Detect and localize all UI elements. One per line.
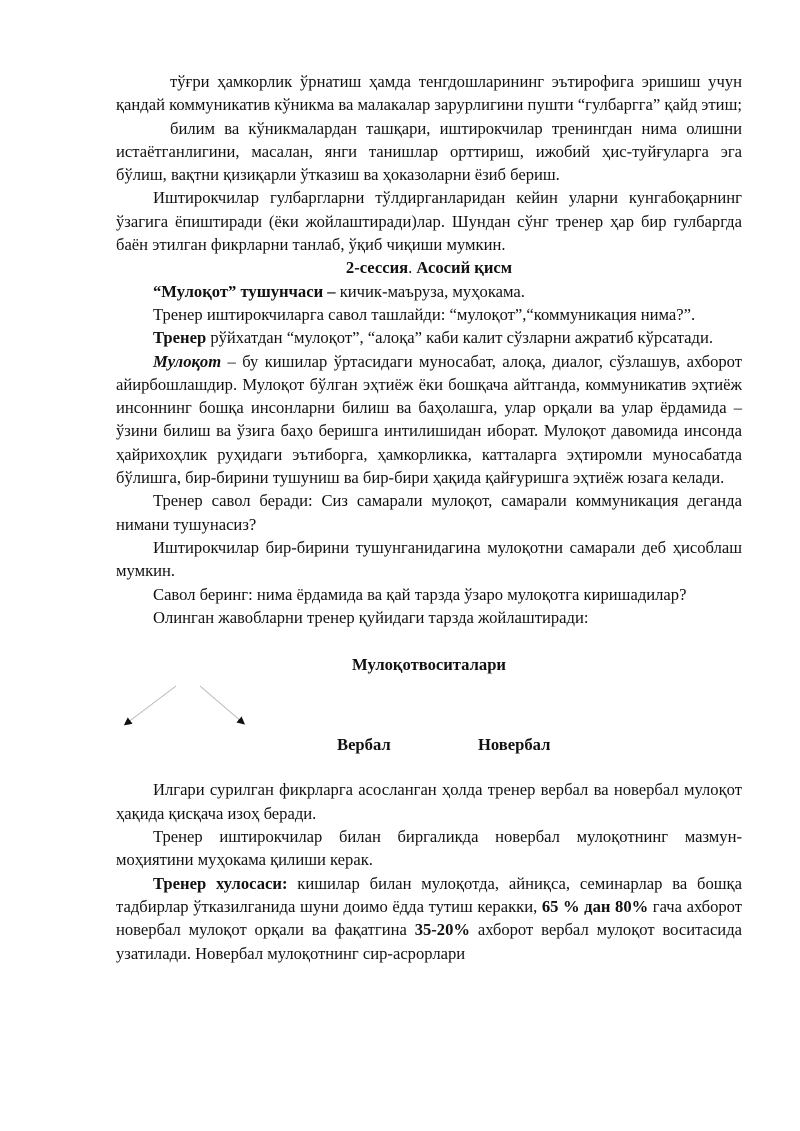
nonverbal-label: Новербал xyxy=(478,735,551,755)
paragraph: Тренер савол беради: Сиз самарали мулоқот, самарали коммуникация деганда нимани тушунасиз? xyxy=(116,491,742,534)
concept-method: кичик-маъруза, муҳокама. xyxy=(335,281,525,301)
definition-text: – бу кишилар ўртасидаги муносабат, алоқа, диалог, сўзлашув, ахборот айирбошлашдир. Мулоқот бўлган эҳтиёж ёки бошқача айтганда, коммуникатив эҳтиёж инсоннинг бошқа инсонларни билиш ва баҳолашга, улар орқали ва улар ёрдамида – ўзини билиш ва ўзига баҳо беришга интилишидан иборат. Мулоқот давомида инсонда ҳайрихоҳлик руҳидаги эътиборга, ҳамкорликка, катталарга эҳтиромли муносабатда бўлишга, бир-бирини тушуниш ва бир-бири ҳақида қайғуришга эҳтиёж юзага келади. xyxy=(116,351,742,488)
trainer-label: Тренер xyxy=(153,328,207,348)
concept-line xyxy=(116,280,742,303)
communication-diagram xyxy=(116,676,742,764)
conclusion-text: кишилар билан мулоқотда, айниқса, семинарлар ва бошқа тадбирлар ўтказилганида шуни доимо ёдда тутиш керакки, xyxy=(116,873,742,916)
diagram-title: Мулоқотвоситалари xyxy=(352,655,506,675)
session-title: Асосий қисм xyxy=(416,258,513,278)
paragraph: Илгари сурилган фикрларга асосланган ҳолда тренер вербал ва новербал мулоқот ҳақида қисқача изоҳ беради. xyxy=(116,780,742,823)
concept-title: “Мулоқот” тушунчаси – xyxy=(153,281,336,301)
conclusion-text: ахборот вербал мулоқот воситасида узатилади. Новербал мулоқотнинг сир-асрорлари xyxy=(116,920,742,963)
paragraph: Олинган жавобларни тренер қуйидаги тарзда жойлаштиради: xyxy=(153,607,589,627)
paragraph-text: рўйхатдан “мулоқот”, “алоқа” каби калит сўзларни ажратиб кўрсатади. xyxy=(206,328,713,348)
paragraph: Иштирокчилар гулбаргларни тўлдирганларидан кейин уларни кунгабоқарнинг ўзагига ёпиштиради (ёки жойлаштиради)лар. Шундан сўнг тренер ҳар бир гулбаргда баён этилган фикрларни танлаб, ўқиб чиқиши мумкин. xyxy=(116,188,742,255)
paragraph: тўғри ҳамкорлик ўрнатиш ҳамда тенгдошларининг эътирофига эришиш учун қандай коммуникатив кўникма ва малакалар зарурлигини пушти “гулбаргга” қайд этиш; xyxy=(116,72,742,115)
percent-range-nonverbal: 65 % дан 80% xyxy=(541,896,649,916)
paragraph: Савол беринг: нима ёрдамида ва қай тарзда ўзаро мулоқотга киришадилар? xyxy=(153,584,687,604)
conclusion-label: Тренер хулосаси: xyxy=(153,873,288,893)
document-page xyxy=(116,70,742,965)
session-number: 2-сессия xyxy=(345,258,409,278)
diagram-arrows xyxy=(116,676,742,764)
percent-range-verbal: 35-20% xyxy=(414,920,470,940)
arrow-right xyxy=(200,686,242,722)
section-heading xyxy=(116,256,742,279)
arrow-left xyxy=(127,686,176,723)
paragraph: Тренер иштирокчилар билан биргаликда новербал мулоқотнинг мазмун-моҳиятини муҳокама қилиши керак. xyxy=(116,827,742,870)
conclusion-text: гача ахборот новербал мулоқот орқали ва фақатгина xyxy=(116,896,743,940)
session-separator: . xyxy=(408,258,417,278)
definition-term: Мулоқот xyxy=(153,351,222,371)
paragraph: Тренер иштирокчиларга савол ташлайди: “мулоқот”,“коммуникация нима?”. xyxy=(153,304,696,324)
paragraph: билим ва кўникмалардан ташқари, иштирокчилар тренингдан нима олишни истаётганлигини, масалан, янги танишлар орттириш, ижобий ҳис-туйғуларга эга бўлиш, вақтни қизиқарли ўтказиш ва ҳоказоларни ёзиб бериш. xyxy=(116,118,742,185)
conclusion-paragraph xyxy=(116,872,742,965)
definition-paragraph xyxy=(116,350,742,490)
paragraph: Иштирокчилар бир-бирини тушунганидагина мулоқотни самарали деб ҳисоблаш мумкин. xyxy=(116,537,742,581)
paragraph xyxy=(116,326,742,349)
verbal-label: Вербал xyxy=(337,735,391,755)
